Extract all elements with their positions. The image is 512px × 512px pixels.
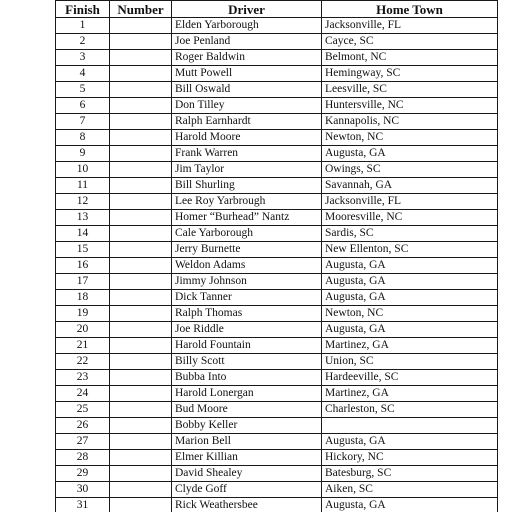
driver-cell: Ralph Thomas (172, 306, 322, 322)
table-row (56, 162, 498, 178)
finish-cell: 17 (56, 274, 110, 290)
number-cell (110, 130, 172, 146)
driver-cell: Ralph Earnhardt (172, 114, 322, 130)
table-row (56, 498, 498, 512)
number-cell (110, 210, 172, 226)
finish-cell: 11 (56, 178, 110, 194)
finish-cell: 30 (56, 482, 110, 498)
table-row (56, 226, 498, 242)
driver-cell: Jerry Burnette (172, 242, 322, 258)
home-town-cell: Cayce, SC (322, 34, 498, 50)
home-town-cell: Union, SC (322, 354, 498, 370)
number-cell (110, 162, 172, 178)
finish-cell: 20 (56, 322, 110, 338)
number-cell (110, 290, 172, 306)
driver-cell: Elden Yarborough (172, 18, 322, 34)
home-town-cell: Hickory, NC (322, 450, 498, 466)
finish-cell: 27 (56, 434, 110, 450)
finish-cell: 6 (56, 98, 110, 114)
number-cell (110, 178, 172, 194)
driver-cell: Joe Riddle (172, 322, 322, 338)
number-cell (110, 498, 172, 512)
driver-cell: Lee Roy Yarbrough (172, 194, 322, 210)
finish-cell: 23 (56, 370, 110, 386)
driver-cell: Harold Fountain (172, 338, 322, 354)
home-town-cell: Martinez, GA (322, 386, 498, 402)
number-cell (110, 306, 172, 322)
finish-cell: 3 (56, 50, 110, 66)
table-row (56, 50, 498, 66)
home-town-cell: Augusta, GA (322, 322, 498, 338)
home-town-cell: Jacksonville, FL (322, 194, 498, 210)
finish-header: Finish (56, 1, 110, 18)
finish-cell: 14 (56, 226, 110, 242)
finish-cell: 15 (56, 242, 110, 258)
number-cell (110, 146, 172, 162)
number-cell (110, 354, 172, 370)
finish-cell: 10 (56, 162, 110, 178)
table-row (56, 274, 498, 290)
finish-cell: 4 (56, 66, 110, 82)
number-cell (110, 466, 172, 482)
results-table (55, 0, 498, 512)
driver-cell: Harold Moore (172, 130, 322, 146)
table-row (56, 322, 498, 338)
table-row (56, 258, 498, 274)
driver-cell: Weldon Adams (172, 258, 322, 274)
finish-cell: 25 (56, 402, 110, 418)
home-town-cell: Jacksonville, FL (322, 18, 498, 34)
driver-cell: Jimmy Johnson (172, 274, 322, 290)
table-row (56, 18, 498, 34)
home-town-cell: Newton, NC (322, 130, 498, 146)
home-town-cell: Savannah, GA (322, 178, 498, 194)
table-row (56, 338, 498, 354)
home-town-cell: Augusta, GA (322, 258, 498, 274)
home-town-cell: Leesville, SC (322, 82, 498, 98)
driver-cell: Billy Scott (172, 354, 322, 370)
driver-header: Driver (172, 1, 322, 18)
finish-cell: 21 (56, 338, 110, 354)
finish-cell: 29 (56, 466, 110, 482)
number-cell (110, 370, 172, 386)
number-cell (110, 242, 172, 258)
table-row (56, 178, 498, 194)
number-cell (110, 322, 172, 338)
home-town-cell: Sardis, SC (322, 226, 498, 242)
table-row (56, 98, 498, 114)
home-town-cell: Augusta, GA (322, 290, 498, 306)
home-town-cell: Hardeeville, SC (322, 370, 498, 386)
number-cell (110, 34, 172, 50)
number-cell (110, 18, 172, 34)
finish-cell: 12 (56, 194, 110, 210)
driver-cell: Elmer Killian (172, 450, 322, 466)
home-town-cell: Augusta, GA (322, 434, 498, 450)
driver-cell: Roger Baldwin (172, 50, 322, 66)
finish-cell: 19 (56, 306, 110, 322)
table-row (56, 466, 498, 482)
finish-cell: 1 (56, 18, 110, 34)
driver-cell: Bobby Keller (172, 418, 322, 434)
home-town-cell: Huntersville, NC (322, 98, 498, 114)
finish-cell: 7 (56, 114, 110, 130)
number-header: Number (110, 1, 172, 18)
home-town-cell: New Ellenton, SC (322, 242, 498, 258)
number-cell (110, 114, 172, 130)
table-row (56, 482, 498, 498)
driver-cell: Mutt Powell (172, 66, 322, 82)
driver-cell: David Shealey (172, 466, 322, 482)
driver-cell: Don Tilley (172, 98, 322, 114)
number-cell (110, 418, 172, 434)
number-cell (110, 50, 172, 66)
home-town-cell: Martinez, GA (322, 338, 498, 354)
driver-cell: Bill Oswald (172, 82, 322, 98)
driver-cell: Rick Weathersbee (172, 498, 322, 512)
table-row (56, 66, 498, 82)
driver-cell: Joe Penland (172, 34, 322, 50)
header-row (56, 1, 498, 18)
table-row (56, 130, 498, 146)
number-cell (110, 258, 172, 274)
table-row (56, 354, 498, 370)
number-cell (110, 274, 172, 290)
home-town-cell (322, 418, 498, 434)
driver-cell: Dick Tanner (172, 290, 322, 306)
driver-cell: Bud Moore (172, 402, 322, 418)
driver-cell: Jim Taylor (172, 162, 322, 178)
driver-cell: Bubba Into (172, 370, 322, 386)
home-town-cell: Mooresville, NC (322, 210, 498, 226)
finish-cell: 16 (56, 258, 110, 274)
home-town-cell: Aiken, SC (322, 482, 498, 498)
finish-cell: 24 (56, 386, 110, 402)
number-cell (110, 386, 172, 402)
finish-cell: 28 (56, 450, 110, 466)
table-row (56, 370, 498, 386)
finish-cell: 2 (56, 34, 110, 50)
number-cell (110, 450, 172, 466)
table-row (56, 194, 498, 210)
home-town-cell: Augusta, GA (322, 146, 498, 162)
home-town-cell: Hemingway, SC (322, 66, 498, 82)
table-row (56, 306, 498, 322)
home-town-cell: Kannapolis, NC (322, 114, 498, 130)
number-cell (110, 338, 172, 354)
table-row (56, 434, 498, 450)
home-town-cell: Newton, NC (322, 306, 498, 322)
home-town-cell: Augusta, GA (322, 498, 498, 512)
driver-cell: Clyde Goff (172, 482, 322, 498)
table-row (56, 210, 498, 226)
number-cell (110, 482, 172, 498)
finish-cell: 22 (56, 354, 110, 370)
home-town-cell: Batesburg, SC (322, 466, 498, 482)
finish-cell: 26 (56, 418, 110, 434)
finish-cell: 31 (56, 498, 110, 512)
finish-cell: 9 (56, 146, 110, 162)
table-row (56, 114, 498, 130)
results-body (56, 18, 498, 512)
table-row (56, 290, 498, 306)
driver-cell: Bill Shurling (172, 178, 322, 194)
finish-cell: 18 (56, 290, 110, 306)
driver-cell: Marion Bell (172, 434, 322, 450)
number-cell (110, 226, 172, 242)
table-row (56, 402, 498, 418)
home-town-cell: Charleston, SC (322, 402, 498, 418)
finish-cell: 13 (56, 210, 110, 226)
table-row (56, 418, 498, 434)
home-town-cell: Owings, SC (322, 162, 498, 178)
table-row (56, 34, 498, 50)
table-row (56, 450, 498, 466)
finish-cell: 8 (56, 130, 110, 146)
number-cell (110, 66, 172, 82)
home-town-cell: Augusta, GA (322, 274, 498, 290)
home-town-cell: Belmont, NC (322, 50, 498, 66)
table-row (56, 242, 498, 258)
table-row (56, 146, 498, 162)
home-town-header: Home Town (322, 1, 498, 18)
number-cell (110, 82, 172, 98)
table-row (56, 82, 498, 98)
driver-cell: Harold Lonergan (172, 386, 322, 402)
number-cell (110, 402, 172, 418)
number-cell (110, 434, 172, 450)
number-cell (110, 194, 172, 210)
finish-cell: 5 (56, 82, 110, 98)
number-cell (110, 98, 172, 114)
driver-cell: Homer “Burhead” Nantz (172, 210, 322, 226)
driver-cell: Cale Yarborough (172, 226, 322, 242)
table-row (56, 386, 498, 402)
driver-cell: Frank Warren (172, 146, 322, 162)
